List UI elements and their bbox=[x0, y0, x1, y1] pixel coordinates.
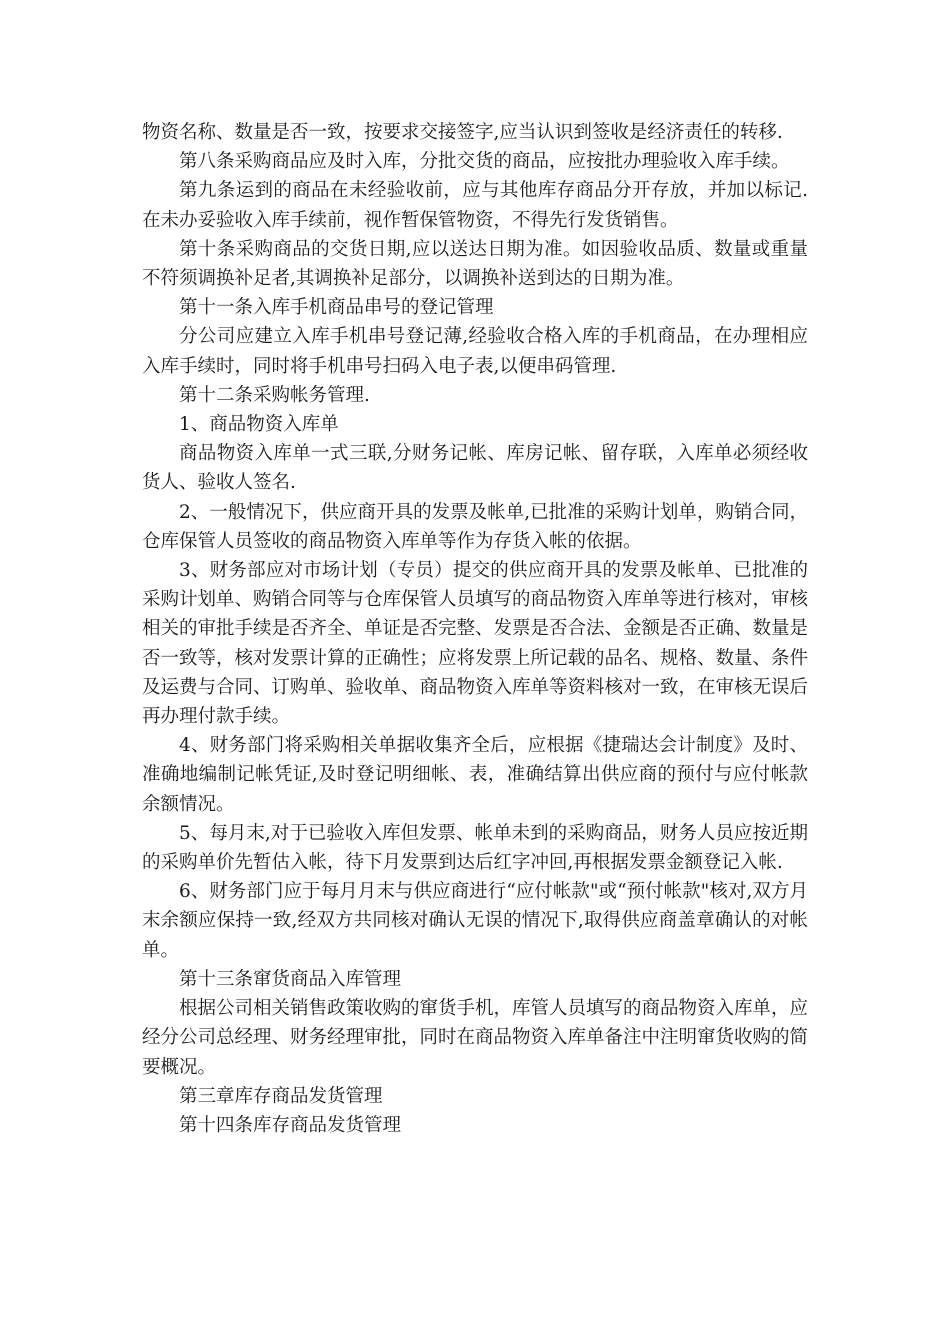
paragraph-receipt-form: 商品物资入库单一式三联,分财务记帐、库房记帐、留存联，入库单必须经收货人、验收人签名. bbox=[142, 443, 808, 494]
paragraph-item-3: 3、财务部应对市场计划（专员）提交的供应商开具的发票及帐单、已批准的采购计划单、购销合同等与仓库保管人员填写的商品物资入库单等进行核对，审核相关的审批手续是否齐全、单证是否完整、发票是否合法、金额是否正确、数量是否一致等，核对发票计算的正确性；应将发票上所记载的品名、规格、数量、条件及运费与合同、订购单、验收单、商品物资入库单等资料核对一致，在审核无误后再办理付款手续。 bbox=[142, 560, 809, 728]
paragraph-item-4: 4、财务部门将采购相关单据收集齐全后，应根据《捷瑞达会计制度》及时、准确地编制记帐凭证,及时登记明细帐、表，准确结算出供应商的预付与应付帐款余额情况。 bbox=[142, 735, 808, 815]
paragraph-article-8: 第八条采购商品应及时入库，分批交货的商品，应按批办理验收入库手续。 bbox=[179, 151, 790, 173]
heading-article-13: 第十三条窜货商品入库管理 bbox=[179, 968, 402, 990]
subheading-item-1: 1、商品物资入库单 bbox=[179, 414, 339, 436]
paragraph-article-9: 第九条运到的商品在未经验收前，应与其他库存商品分开存放，并加以标记.在未办妥验收入库手续前，视作暂保管物资，不得先行发货销售。 bbox=[142, 180, 808, 231]
paragraph-serial-register: 分公司应建立入库手机串号登记薄,经验收合格入库的手机商品，在办理相应入库手续时，同时将手机串号扫码入电子表,以便串码管理. bbox=[142, 326, 808, 377]
paragraph-item-2: 2、一般情况下，供应商开具的发票及帐单,已批准的采购计划单，购销合同，仓库保管人员签收的商品物资入库单等作为存货入帐的依据。 bbox=[142, 501, 808, 552]
paragraph-item-5: 5、每月末,对于已验收入库但发票、帐单未到的采购商品，财务人员应按近期的采购单价先暂估入帐，待下月发票到达后红字冲回,再根据发票金额登记入帐. bbox=[142, 822, 808, 874]
heading-article-11: 第十一条入库手机商品串号的登记管理 bbox=[179, 297, 494, 319]
paragraph-item-6: 6、财务部门应于每月月末与供应商进行“应付帐款"或“预付帐款"核对,双方月末余额应保持一致,经双方共同核对确认无误的情况下,取得供应商盖章确认的对帐单。 bbox=[142, 881, 808, 961]
heading-article-14: 第十四条库存商品发货管理 bbox=[179, 1114, 402, 1136]
heading-chapter-3: 第三章库存商品发货管理 bbox=[179, 1085, 383, 1107]
paragraph-article-10: 第十条采购商品的交货日期,应以送达日期为准。如因验收品质、数量或重量不符须调换补足者,其调换补足部分，以调换补送到达的日期为准。 bbox=[142, 238, 808, 290]
paragraph-continuation: 物资名称、数量是否一致，按要求交接签字,应当认识到签收是经济责任的转移. bbox=[142, 122, 783, 143]
document-body bbox=[142, 118, 808, 1140]
heading-article-12: 第十二条采购帐务管理. bbox=[179, 384, 370, 406]
paragraph-diverted-goods: 根据公司相关销售政策收购的窜货手机，库管人员填写的商品物资入库单，应经分公司总经理、财务经理审批，同时在商品物资入库单备注中注明窜货收购的简要概况。 bbox=[142, 998, 809, 1078]
